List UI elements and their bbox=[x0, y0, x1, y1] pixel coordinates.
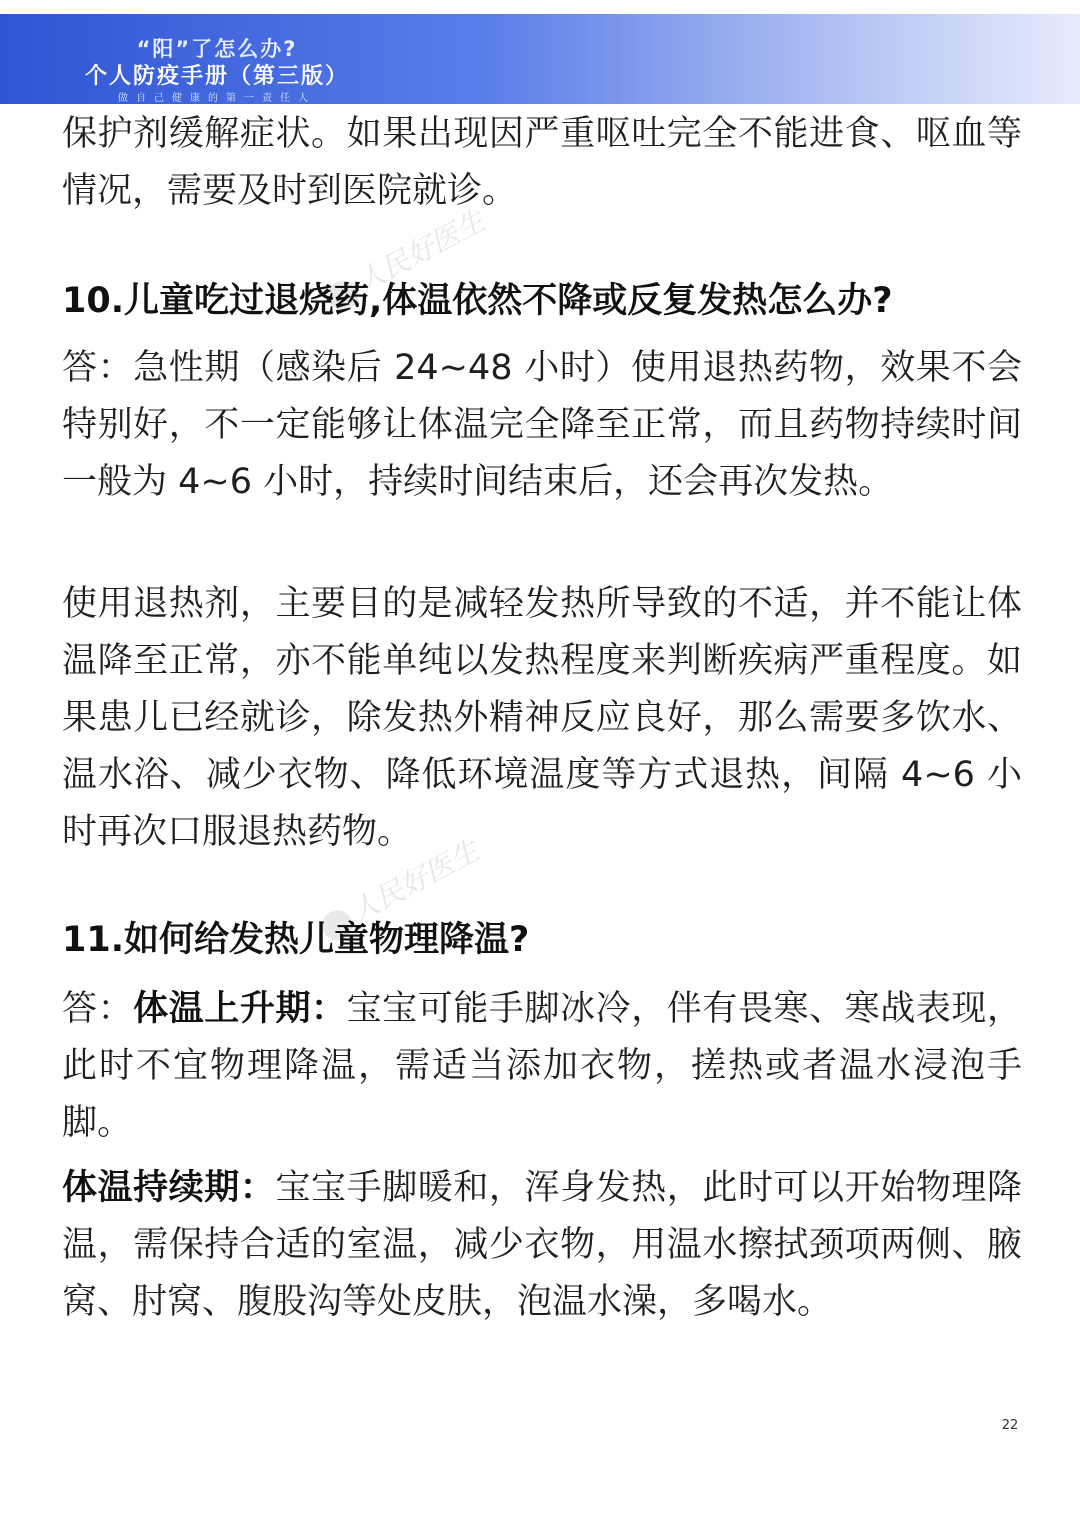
page-number: 22 bbox=[1001, 1418, 1019, 1433]
question-10-heading: 10.儿童吃过退烧药,体温依然不降或反复发热怎么办? bbox=[62, 281, 893, 321]
header-slogan: 做自己健康的第一责任人 bbox=[118, 93, 316, 104]
continued-paragraph: 保护剂缓解症状。如果出现因严重呕吐完全不能进食、呕血等情况，需要及时到医院就诊。 bbox=[62, 114, 1022, 211]
header-subtitle: “阳”了怎么办? bbox=[136, 37, 298, 61]
question-11-answer-2 bbox=[62, 1160, 1022, 1331]
watermark-logo: 人民好医生 bbox=[313, 829, 485, 946]
question-11-answer-1 bbox=[62, 981, 1022, 1152]
phase-text-rising: 宝宝可能手脚冰冷，伴有畏寒、寒战表现，此时不宜物理降温，需适当添加衣物，搓热或者温水浸泡手脚。 bbox=[62, 989, 1022, 1143]
watermark-logo: 人民好医生 bbox=[319, 199, 491, 316]
header-title-block bbox=[72, 36, 362, 106]
answer-prefix: 答： bbox=[62, 989, 134, 1029]
question-10-answer-2: 使用退热剂，主要目的是减轻发热所导致的不适，并不能让体温降至正常，亦不能单纯以发热程度来判断疾病严重程度。如果患儿已经就诊，除发热外精神反应良好，那么需要多饮水、温水浴、减少衣物、降低环境温度等方式退热，间隔 4~6 小时再次口服退热药物。 bbox=[62, 584, 1022, 852]
phase-label-sustained: 体温持续期： bbox=[62, 1168, 276, 1208]
header-title: 个人防疫手册（第三版） bbox=[84, 64, 349, 89]
header-banner bbox=[0, 14, 1080, 104]
question-10-answer-1: 答：急性期（感染后 24~48 小时）使用退热药物，效果不会特别好，不一定能够让体温完全降至正常，而且药物持续时间一般为 4~6 小时，持续时间结束后，还会再次发热。 bbox=[62, 348, 1022, 502]
question-11-heading: 11.如何给发热儿童物理降温? bbox=[62, 920, 530, 960]
phase-label-rising: 体温上升期： bbox=[133, 989, 347, 1029]
phase-text-sustained: 宝宝手脚暖和，浑身发热，此时可以开始物理降温，需保持合适的室温，减少衣物，用温水擦拭颈项两侧、腋窝、肘窝、腹股沟等处皮肤，泡温水澡，多喝水。 bbox=[62, 1168, 1022, 1322]
